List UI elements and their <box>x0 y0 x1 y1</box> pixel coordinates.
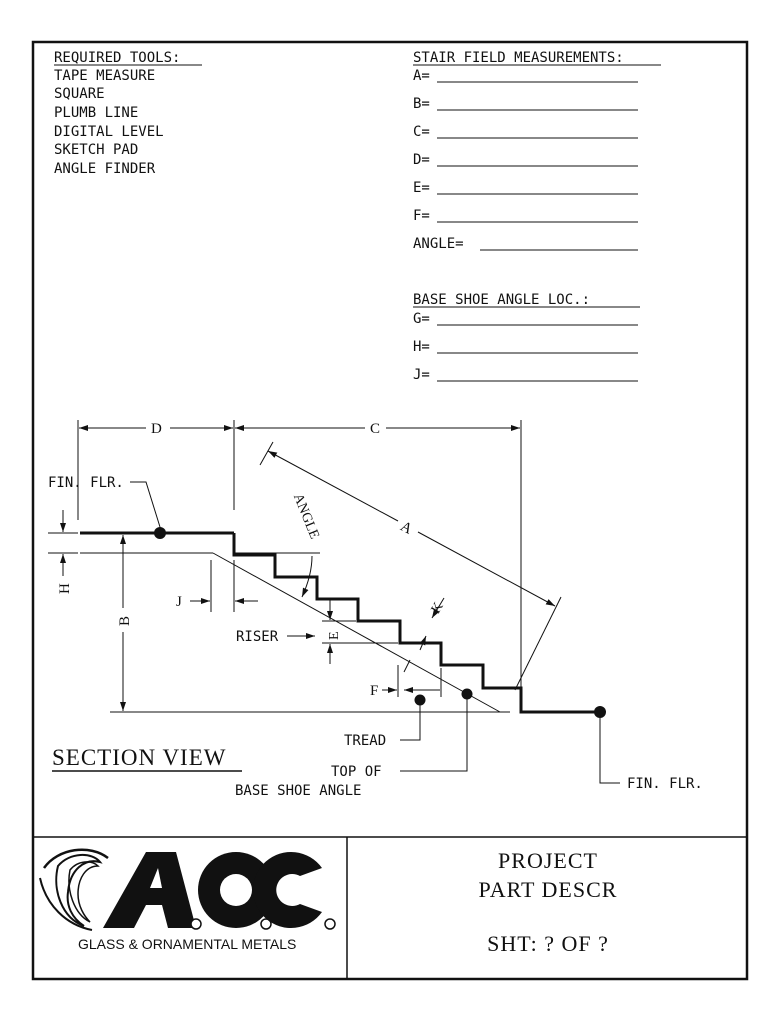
dim-b-label: B <box>117 615 133 626</box>
section-view-title: SECTION VIEW <box>52 745 227 770</box>
top-of-label: TOP OF <box>331 764 382 780</box>
field-label-g: G= <box>413 311 430 327</box>
upper-floor-dot <box>154 527 166 539</box>
fin-flr-bottom-label: FIN. FLR. <box>627 776 703 792</box>
stair-section-diagram <box>48 420 703 799</box>
base-shoe-dot <box>462 689 473 700</box>
fin-flr-top-label: FIN. FLR. <box>48 475 124 491</box>
field-label-h: H= <box>413 339 430 355</box>
base-shoe-heading: BASE SHOE ANGLE LOC.: <box>413 292 591 308</box>
riser-label: RISER <box>236 629 279 645</box>
dim-d-label: D <box>151 421 162 437</box>
angle-label: ANGLE <box>289 491 322 542</box>
field-label-c: C= <box>413 124 430 140</box>
tread-dot <box>415 695 426 706</box>
tool-item: TAPE MEASURE <box>54 68 156 84</box>
project-title: PROJECT <box>498 848 598 873</box>
field-label-b: B= <box>413 96 430 112</box>
field-label-a: A= <box>413 68 430 84</box>
dim-a-label: A <box>397 518 415 538</box>
dim-k-label: K <box>428 599 447 617</box>
tool-item: SKETCH PAD <box>54 142 139 158</box>
lower-floor-dot <box>594 706 606 718</box>
tool-item: SQUARE <box>54 86 105 102</box>
field-label-e: E= <box>413 180 430 196</box>
base-shoe-angle-label: BASE SHOE ANGLE <box>235 783 362 799</box>
field-label-angle: ANGLE= <box>413 236 464 252</box>
field-label-f: F= <box>413 208 430 224</box>
company-name: GLASS & ORNAMENTAL METALS <box>78 936 297 952</box>
dim-e-label: E <box>327 631 342 640</box>
dim-c-label: C <box>370 421 381 437</box>
tool-item: DIGITAL LEVEL <box>54 124 164 140</box>
tools-heading: REQUIRED TOOLS: <box>54 50 181 66</box>
tread-label: TREAD <box>344 733 387 749</box>
sheet-border <box>33 42 747 979</box>
part-description: PART DESCR <box>478 877 618 902</box>
dim-h-label: H <box>57 583 73 594</box>
field-label-d: D= <box>413 152 430 168</box>
aoc-logo <box>40 850 335 952</box>
dim-f-label: F <box>370 683 379 699</box>
dim-a-line <box>268 451 398 521</box>
field-label-j: J= <box>413 367 430 383</box>
tool-item: ANGLE FINDER <box>54 161 156 177</box>
stair-profile <box>234 533 600 712</box>
measurements-heading: STAIR FIELD MEASUREMENTS: <box>413 50 624 66</box>
tool-item: PLUMB LINE <box>54 105 139 121</box>
sheet-number: SHT: ? OF ? <box>487 931 609 956</box>
dim-j-label: J <box>176 594 182 610</box>
